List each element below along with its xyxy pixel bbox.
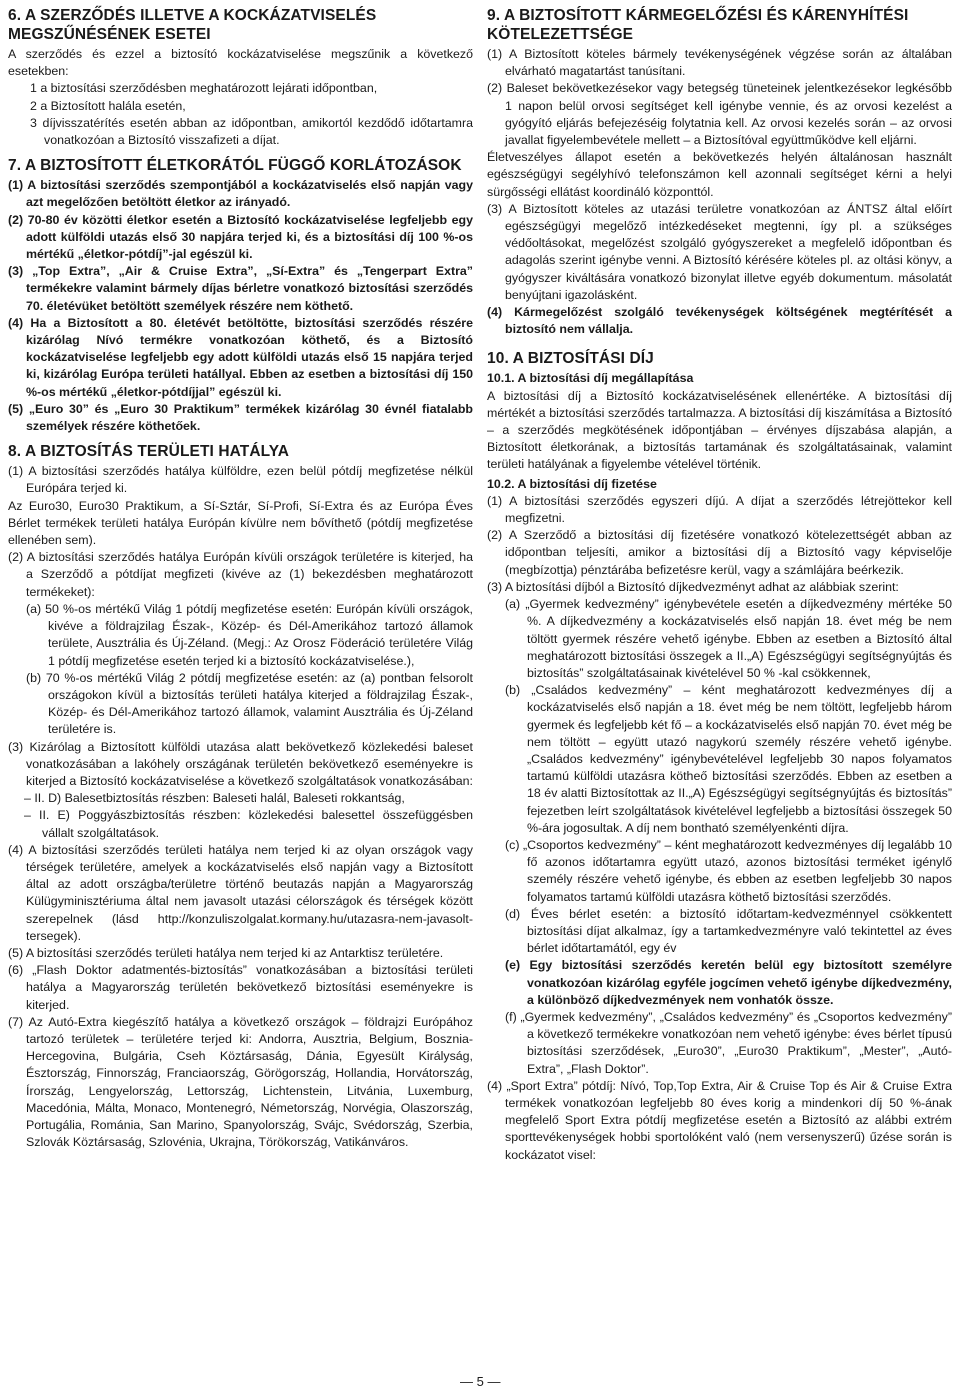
section-10-2-p3f: (f) „Gyermek kedvezmény”, „Családos kedvezmény” és „Csoportos kedvezmény” a következő termékekre vonatkozóan nem vehető igénybe: éves bérlet típusú biztosítási szerződések, „Euro30”, „Euro30 Praktikum”, „Mester”, „Autó-Extra”, „Flash Doktor”. bbox=[505, 1009, 952, 1076]
section-6-title: 6. A SZERZŐDÉS ILLETVE A KOCKÁZATVISELÉS MEGSZŰNÉSÉNEK ESETEI bbox=[8, 7, 377, 43]
section-8-p3a: – II. D) Balesetbiztosítás részben: Baleseti halál, Baleseti rokkantság, bbox=[24, 791, 405, 806]
section-9-p1: (1) A Biztosított köteles bármely tevékenységének végzése során az általában elvárható magatartást tanúsítani. bbox=[487, 47, 952, 79]
section-9-p2: (2) Baleset bekövetkezésekor vagy betegség tüneteinek jelentkezésekor legkésőbb 1 napon belül orvosi segítséget kell igénybe vennie, és az orvosi kezelést a gyógyító eljárás befejezéséig folytatnia kell. Az orvosi kezelés során – az orvosi javallat figyelembevétele mellett – a Biztosítóval együttműködve kell eljárni. bbox=[487, 81, 952, 148]
section-6-item-1: 1 a biztosítási szerződésben meghatározott lejárati időpontban, bbox=[30, 81, 378, 96]
section-7-p1: (1) A biztosítási szerződés szempontjából a kockázatviselés első napján vagy azt megelőzően betöltött életkor az irányadó. bbox=[8, 178, 473, 210]
section-7-title: 7. A BIZTOSÍTOTT ÉLETKORÁTÓL FÜGGŐ KORLÁTOZÁSOK bbox=[8, 157, 462, 175]
section-8-p1: (1) A biztosítási szerződés hatálya külföldre, ezen belül pótdíj megfizetése nélkül Európára terjed ki. bbox=[8, 464, 473, 496]
section-10-2-p4: (4) „Sport Extra” pótdíj: Nívó, Top,Top Extra, Air & Cruise Top és Air & Cruise Extra termékek vonatkozóan legfeljebb 80 éves korig a mindenkori díj 50 %-ának megfelelő Sport Extra pótdíj megfizetése esetén a Biztosító az alábbi extrém sporttevékenységek hobbi sportolóként való (nem versenyszerű) űzése során is kockázatot visel: bbox=[487, 1078, 952, 1162]
section-10-1-text: A biztosítási díj a Biztosító kockázatviselésének ellenértéke. A biztosítási díj mértékét a biztosítási szerződés tartalmazza. A biztosítási díj kiszámítása a Biztosító – a szerződés megkötésének időpontjában – érvényes díjszabása alapján, a Biztosított életkorának, a biztosítás tartamának és szolgáltatásainak, valamint területi hatályának a figyelembe vételével történik. bbox=[487, 388, 952, 472]
section-7-p3: (3) „Top Extra”, „Air & Cruise Extra”, „Sí-Extra” és „Tengerpart Extra” termékekre valamint bármely díjas bérletre vonatkozó biztosítási szerződés 70. életévüket betöltött személyek részére nem köthető. bbox=[8, 264, 473, 313]
section-8-p4: (4) A biztosítási szerződés területi hatálya nem terjed ki az olyan országok vagy térségek területére, amelyek a kockázatviselés első napján vagy a Biztosított által az adott országba/területre történő beutazás napján a Magyarország Külügyminisztériuma által nem javasolt utazási célországok és térségek között szerepelnek (lásd http://konzuliszolgalat.kormany.hu/utazasra-nem-javasolt-tersegek). bbox=[8, 842, 473, 943]
section-8-p7: (7) Az Autó-Extra kiegészítő hatálya a következő országok – földrajzi Európához tartozó területek – területére terjed ki: Andorra, Ausztria, Belgium, Bosznia-Hercegovina, Bulgária, Cseh Köztársaság, Dánia, Egyesült Királyság, Észtország, Finnország, Franciaország, Görögország, Hollandia, Horvátország, Írország, Lengyelország, Lettország, Lichtenstein, Litvánia, Luxemburg, Macedónia, Málta, Monaco, Montenegró, Németország, Norvégia, Olaszország, Portugália, Románia, San Marino, Spanyolország, Svájc, Svédország, Szerbia, Szlovák Köztársaság, Szlovénia, Ukrajna, Törökország, Vatikánváros. bbox=[8, 1014, 473, 1150]
section-9-title: 9. A BIZTOSÍTOTT KÁRMEGELŐZÉSI ÉS KÁRENYHÍTÉSI KÖTELEZETTSÉGE bbox=[487, 7, 909, 43]
section-10-2-title: 10.2. A biztosítási díj fizetése bbox=[487, 476, 657, 491]
section-6-item-3: 3 díjvisszatérítés esetén abban az időpontban, amikortól kezdődő időtartamra vonatkozóan a Biztosító visszafizeti a díjat. bbox=[30, 115, 473, 148]
section-8-title: 8. A BIZTOSÍTÁS TERÜLETI HATÁLYA bbox=[8, 443, 290, 461]
section-10-2-p3d: (d) Éves bérlet esetén: a biztosító időtartam-kedvezménnyel csökkentett biztosítási díjat alkalmaz, így a tartamkedvezményre való tekintettel az éves bérlet időtartamától, egy év bbox=[505, 906, 952, 956]
section-8-p3: (3) Kizárólag a Biztosított külföldi utazása alatt bekövetkező közlekedési baleset vonatkozásában a lakóhely országának területén bekövetkező eseményekre is kiterjed a Biztosító kockázatviselése a következő szolgáltatások vonatkozásában: bbox=[8, 739, 473, 788]
left-column bbox=[8, 6, 473, 1151]
section-6-intro: A szerződés és ezzel a biztosító kockázatviselése megszűnik a következő esetekben: bbox=[8, 47, 473, 79]
page-number: — 5 — bbox=[460, 1374, 501, 1389]
section-7-p2: (2) 70-80 év közötti életkor esetén a Biztosító kockázatviselése legfeljebb egy adott külföldi utazás első 30 napjára terjed ki, és a biztosítási díj 100 %-os mértékű „életkor-pótdíj”-jal egészül ki. bbox=[8, 212, 473, 262]
section-10-2-p1: (1) A biztosítási szerződés egyszeri díjú. A díjat a szerződés létrejöttekor kell megfizetni. bbox=[487, 493, 952, 526]
section-7-p4: (4) Ha a Biztosított a 80. életévét betöltötte, biztosítási szerződés részére kizárólag Nívó termékre vonatkozóan köthető, és a Biztosító kockázatviselése legfeljebb egy adott külföldi utazás első 15 napjára terjed ki, kizárólag Európa területi hatállyal. Ebben az esetben a biztosítási díj 150 %-os mértékű „életkor-pótdíjjal” egészül ki. bbox=[8, 315, 473, 399]
section-10-2-p2: (2) A Szerződő a biztosítási díj fizetésére vonatkozó kötelezettségét abban az időpontban teljesíti, amikor a biztosítási díj a Biztosító vagy képviselője (megbízottja) pénztárába befizetésre kerül, vagy a számlájára beérkezik. bbox=[487, 528, 952, 577]
section-6-item-2: 2 a Biztosított halála esetén, bbox=[30, 98, 186, 113]
section-9-p2b: Életveszélyes állapot esetén a bekövetkezés helyén általánosan használt egészségügyi segélyhívó telefonszámon kell azonnali segítséget kérni a helyi sürgősségi ellátást koordináló központtól. bbox=[487, 150, 952, 199]
section-10-title: 10. A BIZTOSÍTÁSI DÍJ bbox=[487, 350, 654, 368]
section-10-2-p3e: (e) Egy biztosítási szerződés keretén belül egy biztosított személyre vonatkozóan kizárólag egyféle jogcímen vehető igénybe díjkedvezmény, a különböző díjkedvezmények nem vonhatók össze. bbox=[505, 958, 952, 1007]
section-10-2-p3c: (c) „Csoportos kedvezmény” – ként meghatározott kedvezményes díj legalább 10 fő azonos időtartamra együtt utazó, azonos biztosítási terméket igénylő személy részére vehető igénybe, és ebben az esetben legfeljebb 30 napos folyamatos tartamú külföldi utazásra köthető biztosítási szerződés. bbox=[505, 837, 952, 904]
section-9-p3: (3) A Biztosított köteles az utazási területre vonatkozóan az ÁNTSZ által előírt egészségügyi megelőző intézkedéseket megtenni, így pl. a szükséges védőoltásokat, megelőzést szolgáló gyógyszereket a megfelelő időpontban és adagolás szerint igénybe venni. A Biztosító kérésére köteles pl. az oltási könyv, a gyógyszer kiváltására vonatkozó bizonylat illetve egyéb dokumentum. másolatát benyújtani igazolásként. bbox=[487, 201, 952, 302]
section-8-p3b: – II. E) Poggyászbiztosítás részben: közlekedési balesettel összefüggésben vállalt szolgáltatások. bbox=[24, 808, 473, 840]
section-8-p2: (2) A biztosítási szerződés hatálya Európán kívüli országok területére is kiterjed, ha a Szerződő a pótdíjat megfizeti (kivéve az (1) bekezdésben meghatározott termékeket): bbox=[8, 550, 473, 599]
right-column bbox=[487, 6, 952, 1164]
section-8-p2b: (b) 70 %-os mértékű Világ 2 pótdíj megfizetése esetén: az (a) pontban felsorolt országokon kívül a biztosítás területi hatálya kiterjed a földrajzilag Észak-, Közép- és Dél-Amerikához tartozó államok, valamint Ausztrália és Új-Zéland területére is. bbox=[26, 670, 473, 737]
section-10-2-p3: (3) A biztosítási díjból a Biztosító díjkedvezményt adhat az alábbiak szerint: bbox=[487, 579, 899, 594]
section-9-p4: (4) Kármegelőzést szolgáló tevékenységek költségének megtérítését a biztosító nem vállalja. bbox=[487, 305, 952, 337]
section-8-p6: (6) „Flash Doktor adatmentés-biztosítás” vonatkozásában a biztosítási területi hatálya a Magyarország területén bekövetkező biztosítási eseményekre is kiterjed. bbox=[8, 963, 473, 1012]
section-7-p5: (5) „Euro 30” és „Euro 30 Praktikum” termékek kizárólag 30 évnél fiatalabb személyek részére köthetőek. bbox=[8, 401, 473, 434]
section-10-2-p3a: (a) „Gyermek kedvezmény” igénybevétele esetén a díjkedvezmény mértéke 50 %. A díjkedvezmény a kockázatviselés első napján 18. évet még be nem töltött gyermek részére vehető igénybe. Ebben az esetben a Biztosító által meghatározott biztosítási összegek a II.„A) Egészségügyi segítségnyújtás és biztosítás” szolgáltatásainak kivételével 50 % -kal csökkennek, bbox=[505, 597, 952, 680]
section-8-p1b: Az Euro30, Euro30 Praktikum, a Sí-Sztár, Sí-Profi, Sí-Extra és az Európa Éves Bérlet termékek területi hatálya Európán kívülre nem bővíthető (pótdíj megfizetése ellenében sem). bbox=[8, 498, 473, 548]
section-8-p5: (5) A biztosítási szerződés területi hatálya nem terjed ki az Antarktisz területére. bbox=[8, 945, 444, 960]
section-10-2-p3b: (b) „Családos kedvezmény” – ként meghatározott kedvezményes díj a kockázatviselés első napján a 18. évet még be nem töltött, legfeljebb három gyermek és legfeljebb két fő – a kockázatviselés első napján 70. évet még be nem töltött – együtt utazó nagykorú személy részére vehető igénybe. „Családos kedvezmény” igénybevételével legfeljebb 30 napos folyamatos tartamú külföldi utazásra kötheő biztosítási szerződés. Ebben az esetben a 18 év alatti Biztosítottak az II.„A) Egészségügyi segítségnyújtás és biztosítás” fejezetben leírt szolgáltatások kivételével legfeljebb a biztosítási összegek 50 %-ára jogosultak. A díj nem bontható személyenkénti díjra. bbox=[505, 683, 952, 835]
section-8-p2a: (a) 50 %-os mértékű Világ 1 pótdíj megfizetése esetén: Európán kívüli országok, kivéve a földrajzilag Észak-, Közép- és Dél-Amerikához tartozó államok területe, Ausztrália és Új-Zéland. (Megj.: Az Orosz Föderáció területére Világ 1 pótdíj megfizetése esetén terjed ki a biztosító kockázatviselése.), bbox=[26, 601, 473, 668]
section-10-1-title: 10.1. A biztosítási díj megállapítása bbox=[487, 371, 694, 386]
